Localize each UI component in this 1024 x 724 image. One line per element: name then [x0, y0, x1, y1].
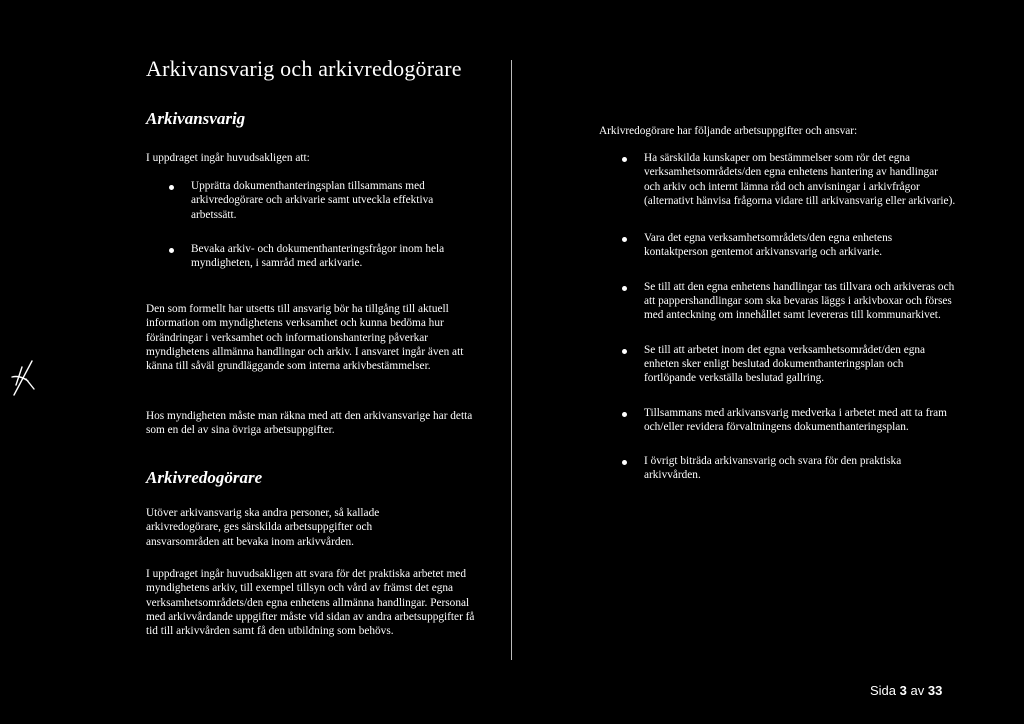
bullet-icon: [622, 344, 627, 349]
arkivansvarig-paragraph-2: Hos myndigheten måste man räkna med att den arkivansvarige har detta som en del av sina övriga arbetsuppgifter.: [146, 410, 473, 437]
list-item-text: Upprätta dokumenthanteringsplan tillsammans med arkivredogörare och arkivarie samt utveckla effektiva arbetssätt.: [191, 180, 434, 221]
bullet-icon: [169, 243, 174, 248]
page-number-prefix: Sida: [870, 683, 897, 698]
handwritten-mark-icon: [8, 355, 38, 400]
arkivredogorare-task-list: [644, 151, 956, 483]
list-item-text: I övrigt biträda arkivansvarig och svara för den praktiska arkivvården.: [644, 455, 902, 482]
page-number-total: 33: [927, 683, 943, 698]
list-item: [191, 179, 476, 222]
list-item-text: Bevaka arkiv- och dokumenthanteringsfrågor inom hela myndigheten, i samråd med arkivarie.: [191, 242, 445, 270]
bullet-icon: [622, 232, 627, 237]
heading-arkivredogorare: Arkivredogörare: [146, 468, 263, 487]
list-item: [644, 151, 956, 208]
list-item-text: Tillsammans med arkivansvarig medverka i arbetet med att ta fram och/eller revidera förvaltningens dokumenthanteringsplan.: [644, 406, 947, 433]
column-divider: [511, 60, 512, 660]
page-number: [870, 683, 942, 698]
arkivansvarig-bullet-list: [191, 179, 476, 270]
heading-arkivansvarig: Arkivansvarig: [146, 109, 246, 128]
page-title: Arkivansvarig och arkivredogörare: [146, 56, 462, 81]
list-item: [644, 231, 956, 260]
list-item-text: Se till att arbetet inom det egna verksamhetsområdet/den egna enheten sker enligt beslutad dokumenthanteringsplan och fortlöpande verkställa beslutad gallring.: [644, 343, 926, 385]
right-intro: Arkivredogörare har följande arbetsuppgifter och ansvar:: [599, 125, 858, 137]
list-item: [644, 343, 956, 386]
list-item-text: Vara det egna verksamhetsområdets/den egna enhetens kontaktperson gentemot arkivansvarig och arkivarie.: [644, 232, 893, 259]
list-item: [191, 242, 476, 271]
page-number-separator: av: [910, 683, 925, 698]
bullet-icon: [622, 455, 627, 460]
arkivredogorare-paragraph-1: Utöver arkivansvarig ska andra personer, så kallade arkivredogörare, ges särskilda arbetsuppgifter och ansvarsområden att bevaka inom arkivvården.: [146, 507, 380, 548]
list-item: [644, 280, 956, 323]
bullet-icon: [622, 281, 627, 286]
arkivansvarig-paragraph-1: Den som formellt har utsetts till ansvarig bör ha tillgång till aktuell information om myndighetens verksamhet och kunna bedöma hur förändringar i verksamhet och informationshantering påverkar myndighetens allmänna handlingar och arkiv. I ansvaret ingår även att känna till såväl grundläggande som interna arkivbestämmelser.: [146, 303, 464, 373]
list-item-text: Se till att den egna enhetens handlingar tas tillvara och arkiveras och att pappershandlingar som ska bevaras läggs i arkivboxar och förses med anteckning om innehållet samt levereras till kommunarkivet.: [644, 280, 955, 322]
arkivredogorare-paragraph-2: I uppdraget ingår huvudsakligen att svara för det praktiska arbetet med myndighetens arkiv, till exempel tillsyn och vård av främst det egna verksamhetsområdets/den egna enhetens allmänna handlingar. Personal med arkivvårdande uppgifter måste vid sidan av andra arbetsuppgifter få tid till arkivvården samt få den utbildning som behövs.: [146, 568, 475, 638]
page-number-current: 3: [899, 683, 907, 698]
bullet-icon: [169, 180, 174, 185]
bullet-icon: [622, 152, 627, 157]
arkivansvarig-intro: I uppdraget ingår huvudsakligen att:: [146, 152, 310, 164]
bullet-icon: [622, 407, 627, 412]
list-item-text: Ha särskilda kunskaper om bestämmelser som rör det egna verksamhetsområdets/den egna enhetens hantering av handlingar och arkiv och internt lämna råd och anvisningar i arkivfrågor (alternativt hänvisa frågorna vidare till arkivansvarig eller arkivarie).: [644, 152, 956, 207]
list-item: [644, 406, 956, 435]
list-item: [644, 454, 956, 483]
